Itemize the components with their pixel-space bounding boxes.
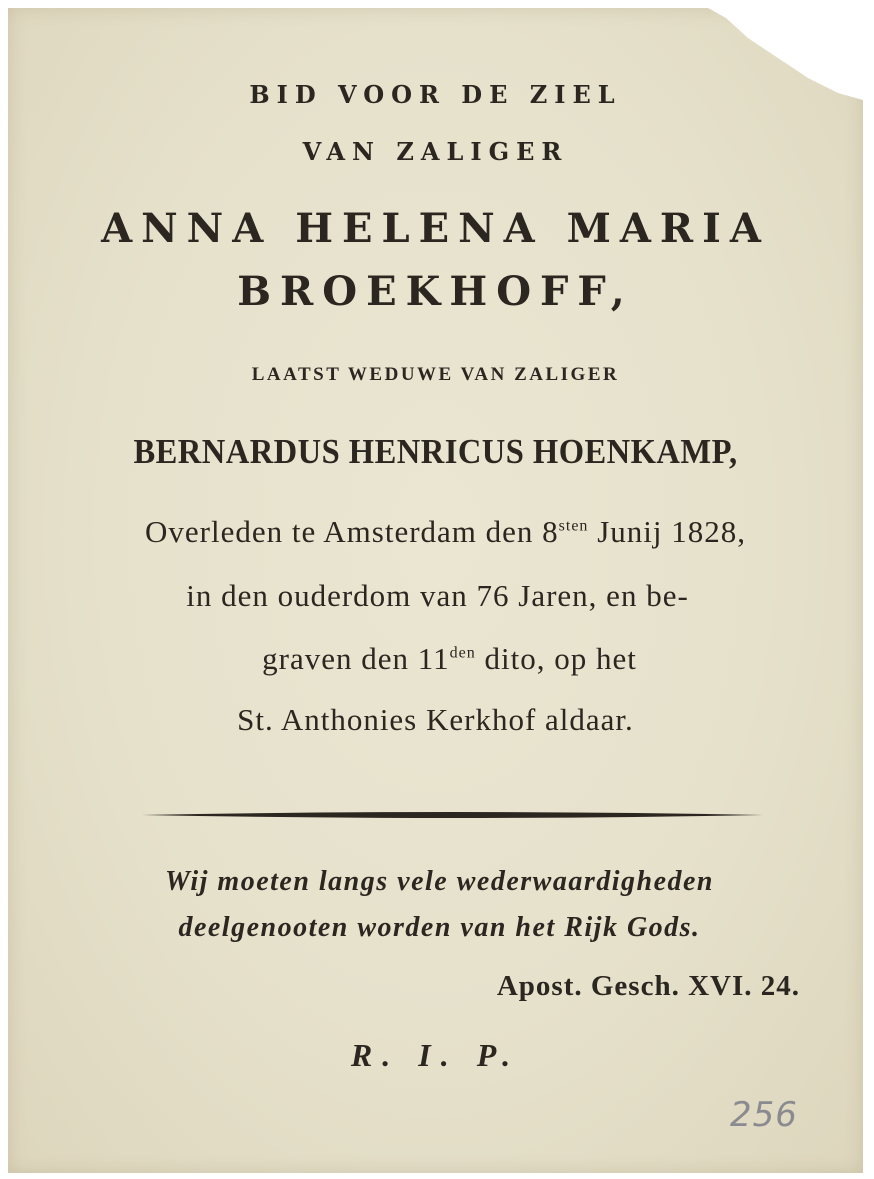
verse-line-1: Wij moeten langs vele wederwaardigheden [165, 866, 714, 897]
burial-line [22, 641, 874, 677]
ornamental-divider [142, 811, 764, 819]
rip-text: R. I. P. [350, 1037, 521, 1073]
burial-rest: dito, op het [475, 641, 637, 676]
deceased-surname: BROEKHOFF, [237, 268, 634, 315]
death-date-ordinal: sten [558, 517, 589, 535]
verse-line-2: deelgenooten worden van het Rijk Gods. [178, 912, 701, 943]
handwritten-number: 256 [730, 1095, 798, 1135]
burial-ordinal: den [449, 644, 476, 662]
death-date-line [18, 514, 873, 550]
death-date-text: Overleden te Amsterdam den 8 [145, 514, 559, 549]
age-line: in den ouderdom van 76 Jaren, en be- [186, 578, 689, 613]
prayer-subheading: VAN ZALIGER [302, 137, 569, 166]
burial-place-line: St. Anthonies Kerkhof aldaar. [237, 702, 634, 737]
husband-name: BERNARDUS HENRICUS HOENKAMP, [133, 432, 738, 471]
widow-line: LAATST WEDUWE VAN ZALIGER [251, 364, 620, 385]
death-date-rest: Junij 1828, [588, 514, 746, 549]
deceased-given-names: ANNA HELENA MARIA [101, 205, 770, 252]
verse-citation: Apost. Gesch. XVI. 24. [496, 970, 800, 1002]
prayer-heading: BID VOOR DE ZIEL [249, 80, 622, 109]
burial-text: graven den 11 [262, 641, 450, 676]
